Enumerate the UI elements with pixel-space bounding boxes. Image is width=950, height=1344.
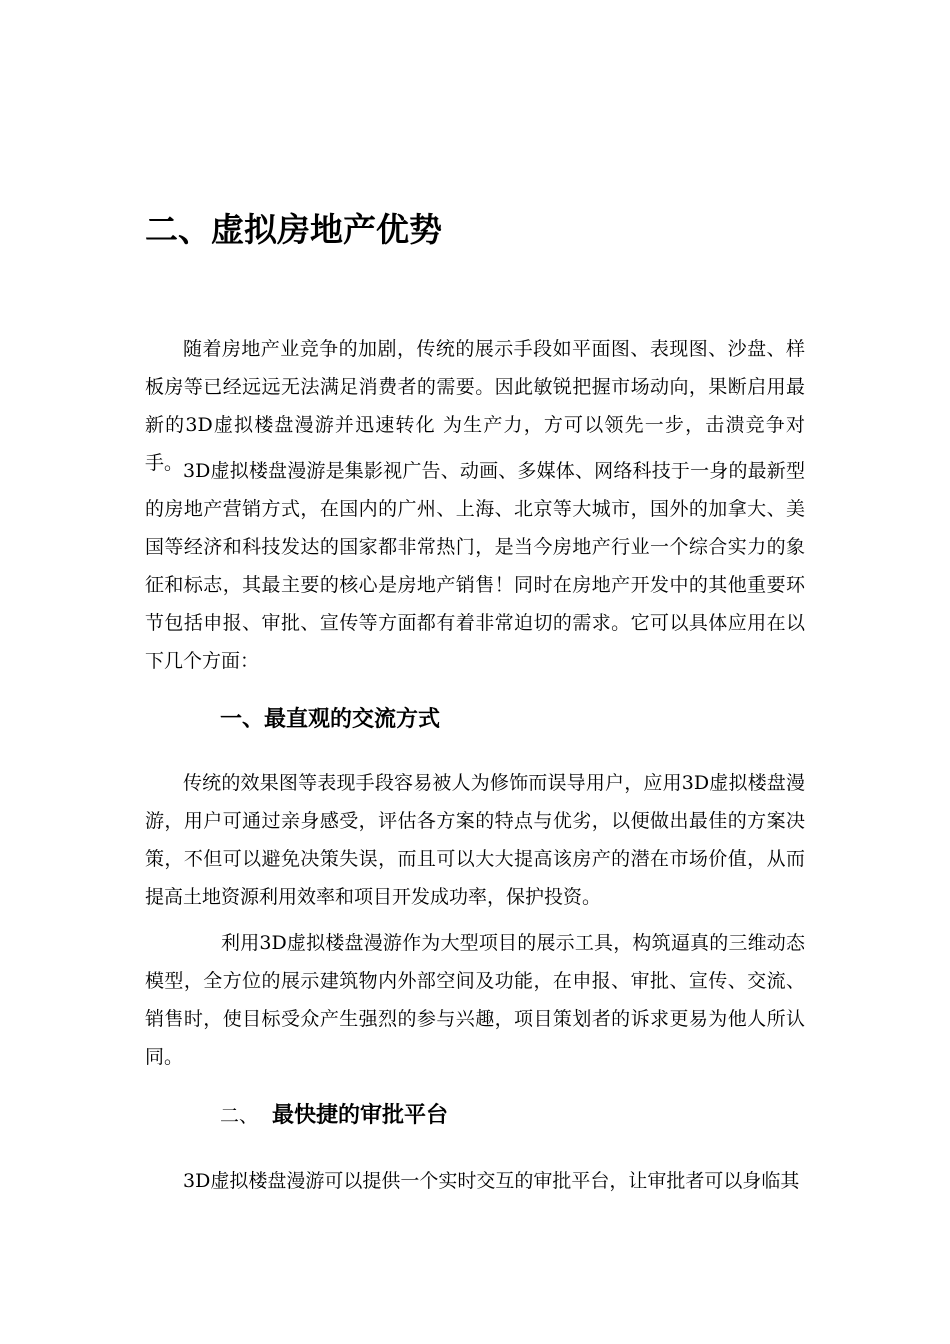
section-heading-1: 一、最直观的交流方式: [220, 707, 441, 732]
section-number: 二、: [220, 1105, 259, 1127]
section-1-paragraph-2: 利用3D虚拟楼盘漫游作为大型项目的展示工具，构筑逼真的三维动态模型，全方位的展示建筑物内外部空间及功能，在申报、审批、宣传、交流、销售时，使目标受众产生强烈的参与兴趣，项目策划者的诉求更易为他人所认同。: [145, 932, 805, 1068]
section-heading-text: 最快捷的审批平台: [272, 1103, 449, 1128]
intro-paragraph-1: 随着房地产业竞争的加剧，传统的展示手段如平面图、表现图、沙盘、样板房等已经远远无法满足消费者的需要。因此敏锐把握市场动向，果断启用最新的3D虚拟楼盘漫游并迅速转化 为生产力，方可以领先一步，击溃竞争对手。: [145, 338, 805, 474]
section-2-paragraph-1: 3D虚拟楼盘漫游可以提供一个实时交互的审批平台，让审批者可以身临其: [183, 1170, 800, 1192]
page-title: 二、虚拟房地产优势: [145, 210, 442, 249]
intro-paragraph-2: 3D虚拟楼盘漫游是集影视广告、动画、多媒体、网络科技于一身的最新型的房地产营销方式，在国内的广州、上海、北京等大城市，国外的加拿大、美国等经济和科技发达的国家都非常热门，是当今房地产行业一个综合实力的象征和标志，其最主要的核心是房地产销售！同时在房地产开发中的其他重要环节包括申报、审批、宣传等方面都有着非常迫切的需求。它可以具体应用在以下几个方面：: [145, 460, 805, 672]
section-1-paragraph-1: 传统的效果图等表现手段容易被人为修饰而误导用户，应用3D虚拟楼盘漫游，用户可通过亲身感受，评估各方案的特点与优劣，以便做出最佳的方案决策，不但可以避免决策失误，而且可以大大提高该房产的潜在市场价值，从而提高土地资源利用效率和项目开发成功率，保护投资。: [145, 772, 805, 908]
section-heading-2: [220, 1099, 448, 1133]
